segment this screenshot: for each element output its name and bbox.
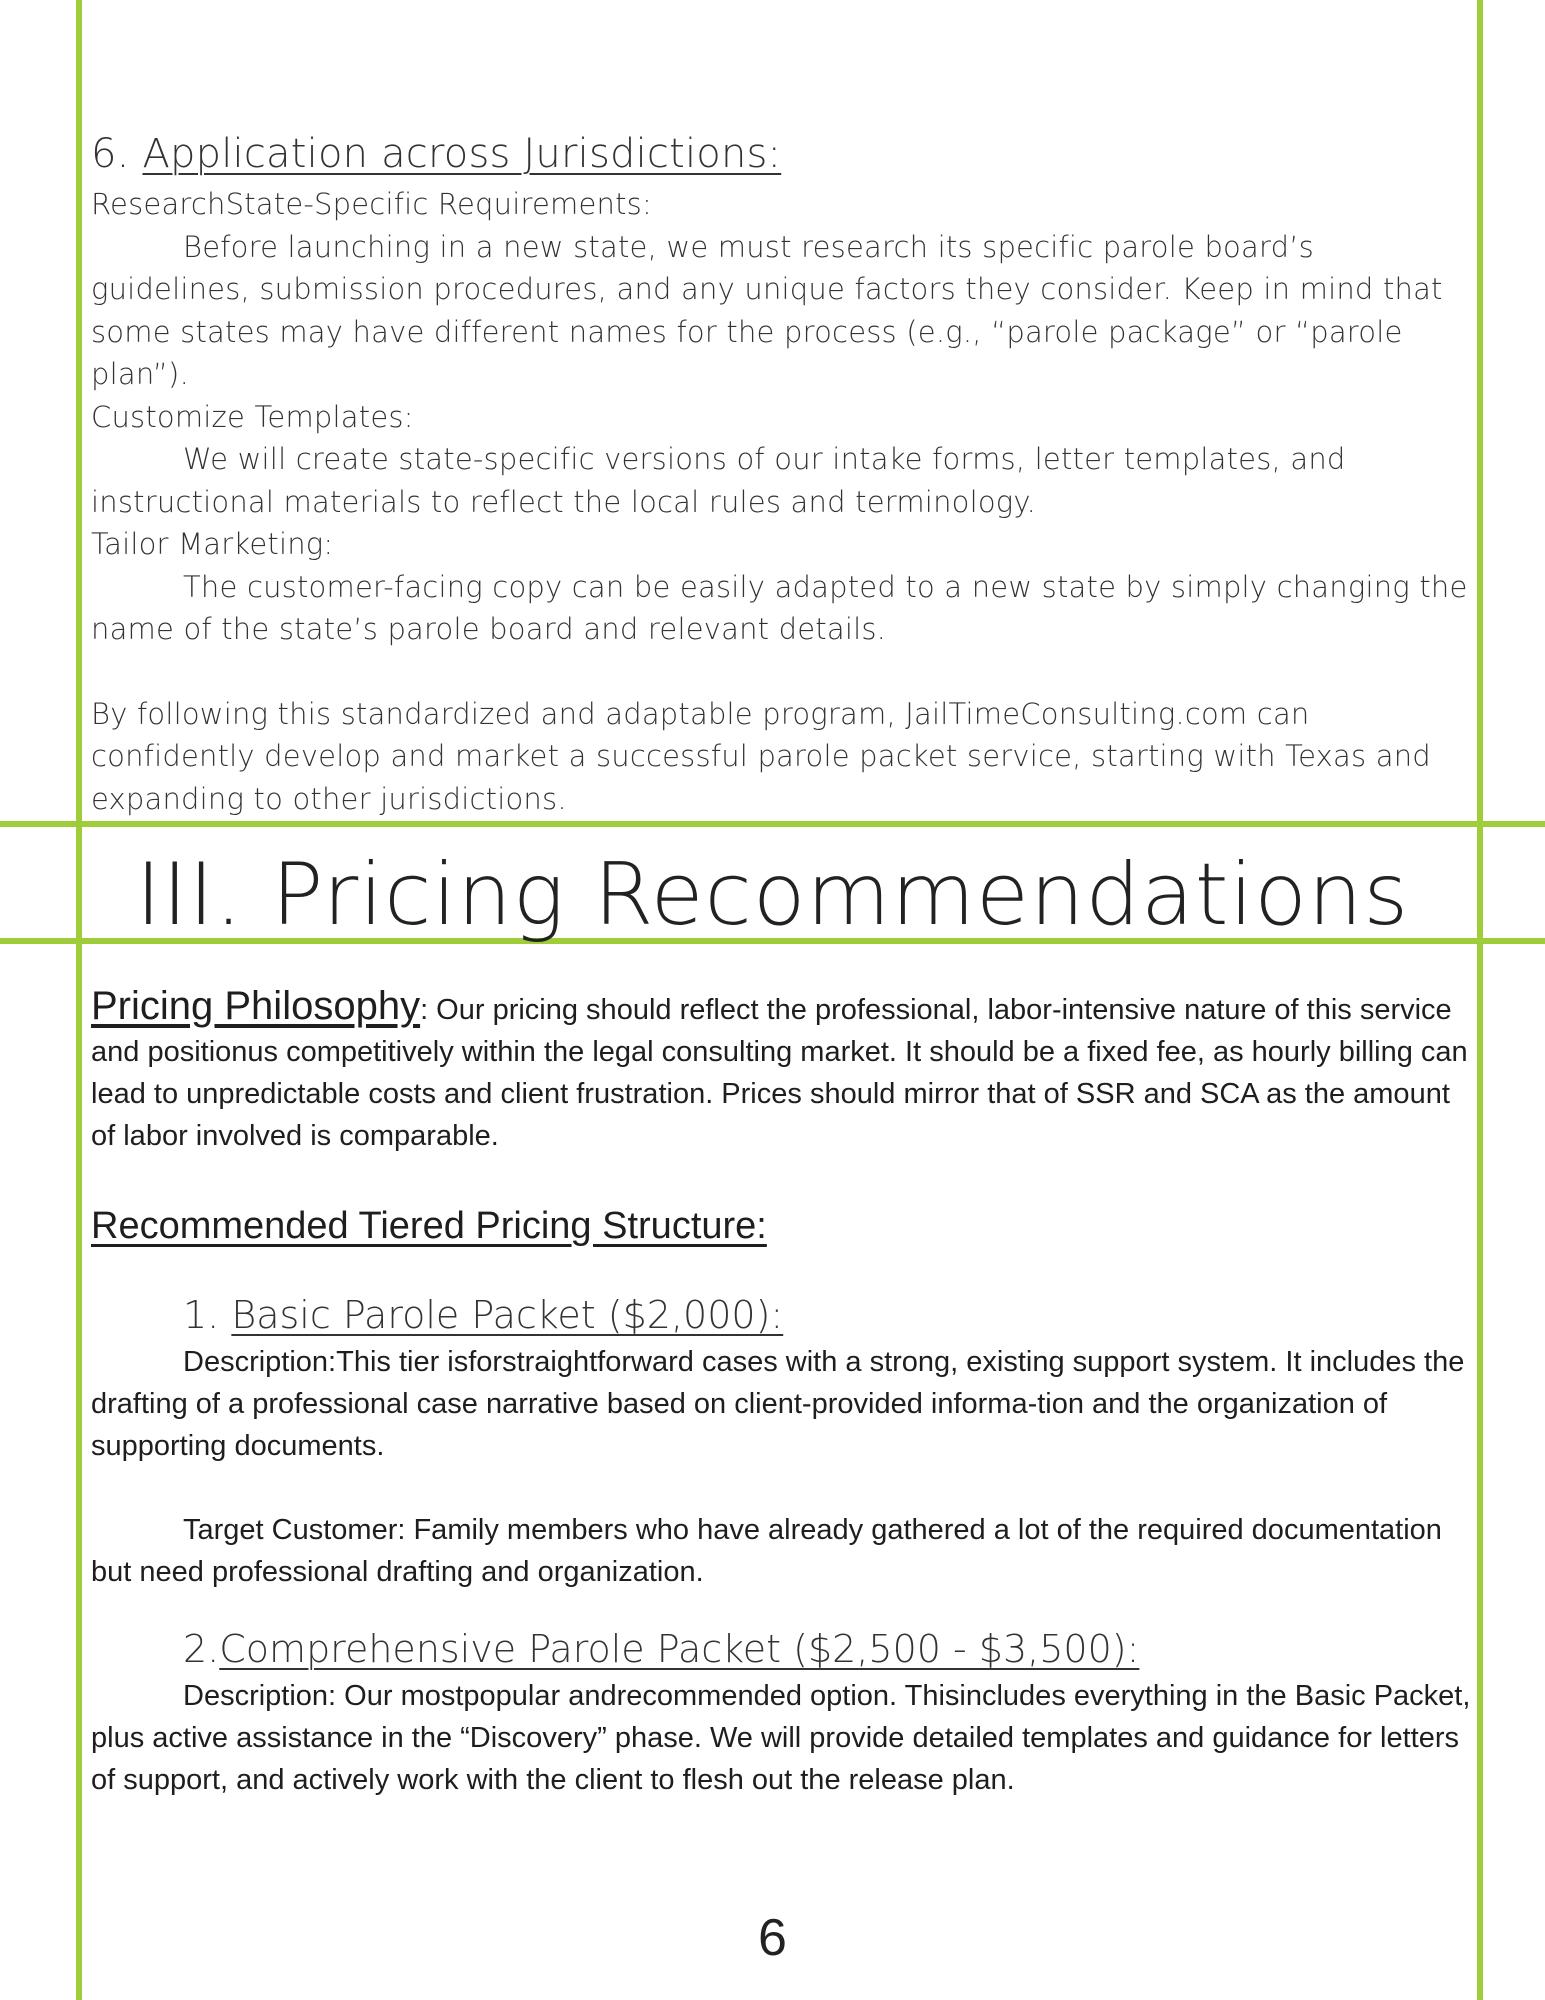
section-title: III. Pricing Recommendations <box>135 845 1410 945</box>
tier-2-number: 2. <box>183 1627 220 1671</box>
pricing-structure-heading: Recommended Tiered Pricing Structure: <box>91 1205 767 1247</box>
templates-text: We will create state-specific versions of our intake forms, letter templates, and instructional materials to reflect the local rules and terminology. <box>91 442 1346 519</box>
page-number: 6 <box>758 1909 787 1967</box>
section-6-heading <box>91 128 1471 180</box>
tier-1-description: Description:This tier isforstraightforward cases with a strong, existing support system. It includes the drafting of a professional case narrative based on client-provided informa-tion and the organization of supporting documents. <box>91 1346 1465 1462</box>
templates-label: Customize Templates: <box>91 399 414 434</box>
tier-1-heading <box>91 1289 1471 1341</box>
pricing-section <box>91 985 1471 1801</box>
conclusion-text: By following this standardized and adaptable program, JailTimeConsulting.com can confidently develop and market a successful parole packet service, starting with Texas and expanding to other jurisdictions. <box>91 696 1431 816</box>
pricing-philosophy <box>91 985 1471 1157</box>
marketing-text: The customer-facing copy can be easily adapted to a new state by simply changing the name of the state’s parole board and relevant details. <box>91 569 1468 646</box>
section-6-title: Application across Jurisdictions: <box>142 131 782 177</box>
tier-2-heading <box>91 1623 1471 1675</box>
spacer <box>91 1253 1471 1289</box>
spacer <box>91 1157 1471 1199</box>
left-border-line <box>76 0 82 2000</box>
pricing-philosophy-label: Pricing Philosophy <box>91 984 421 1028</box>
marketing-label: Tailor Marketing: <box>91 527 334 561</box>
tier-1-title: Basic Parole Packet ($2,000): <box>231 1293 784 1337</box>
section-6-number: 6. <box>91 131 143 177</box>
section-divider-top <box>0 821 1545 827</box>
research-label: ResearchState-Specific Requirements: <box>91 187 652 221</box>
tier-1-number: 1. <box>183 1293 232 1337</box>
spacer <box>91 651 1471 693</box>
pricing-philosophy-text: : Our pricing should reflect the professional, labor-intensive nature of this service and positionus competitively within the legal consulting market. It should be a fixed fee, as hourly billing can lead to unpredictable costs and client frustration. Prices should mirror that of SSR and SCA as the amount of labor involved is comparable. <box>91 994 1468 1152</box>
right-border-line <box>1477 0 1483 2000</box>
spacer <box>91 1593 1471 1623</box>
section-6-body <box>91 183 1471 820</box>
tier-2-title: Comprehensive Parole Packet ($2,500 - $3,500): <box>219 1627 1140 1671</box>
spacer <box>91 1467 1471 1509</box>
tier-2-description: Description: Our mostpopular andrecommended option. Thisincludes everything in the Basic Packet, plus active assistance in the “Discovery” phase. We will provide detailed templates and guidance for letters of support, and actively work with the client to flesh out the release plan. <box>91 1680 1471 1796</box>
research-text: Before launching in a new state, we must research its specific parole board’s guidelines, submission procedures, and any unique factors they consider. Keep in mind that some states may have different names for the process (e.g., “parole package” or “parole plan”). <box>91 229 1443 391</box>
tier-1-target: Target Customer: Family members who have already gathered a lot of the required documentation but need professional drafting and organization. <box>91 1514 1442 1588</box>
